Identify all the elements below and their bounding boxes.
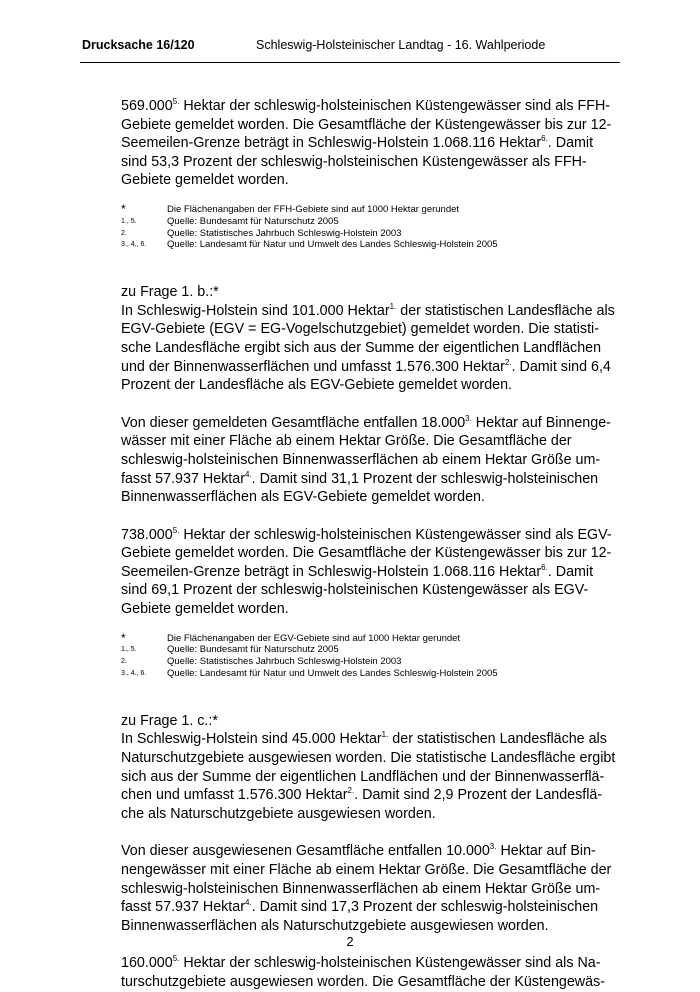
text-line: Binnenwasserflächen als Naturschutzgebiete ausgewiesen worden.: [121, 917, 549, 934]
section-heading-1c: zu Frage 1. c.:*: [121, 712, 218, 729]
page-number: 2: [346, 934, 354, 949]
text-line: sind 69,1 Prozent der schleswig-holsteinischen Küstengewässer als EGV-: [121, 582, 589, 599]
text-line: Gebiete gemeldet worden.: [121, 172, 289, 189]
paragraph-nsg-coastal: [121, 954, 626, 991]
section-heading-1b: zu Frage 1. b.:*: [121, 284, 219, 301]
text-line: chen und umfasst 1.576.300 Hektar$^{2.}$. Damit sind 2,9 Prozent der Landesflä-: [121, 786, 603, 804]
footnote: 3., 4., 6. Quelle: Landesamt für Natur und Umwelt des Landes Schleswig-Holstein 2005: [121, 668, 498, 680]
paragraph-nsg-land: [121, 730, 626, 823]
text-line: Gebiete gemeldet worden. Die Gesamtfläche der Küstengewässer bis zur 12-: [121, 116, 612, 133]
footnote: 3., 4., 6. Quelle: Landesamt für Natur und Umwelt des Landes Schleswig-Holstein 2005: [121, 239, 498, 251]
paragraph-egv-land: [121, 302, 626, 395]
footnote: 1., 5. Quelle: Bundesamt für Naturschutz 2005: [121, 215, 339, 227]
text-line: Binnenwasserflächen als EGV-Gebiete gemeldet worden.: [121, 489, 485, 506]
text-line: schleswig-holsteinischen Binnenwasserflächen ab einem Hektar Größe um-: [121, 451, 601, 468]
document-number: Drucksache 16/120: [82, 38, 195, 52]
footnote: 2. Quelle: Statistisches Jahrbuch Schleswig-Holstein 2003: [121, 227, 402, 239]
text-line: $569.000^{5.}$ Hektar der schleswig-holsteinischen Küstengewässer sind als FFH-: [121, 97, 611, 114]
text-line: In Schleswig-Holstein sind 45.000 Hektar$^{1.}$ der statistischen Landesfläche als: [121, 730, 607, 748]
footnotes-egv: [121, 630, 626, 680]
text-line: sich aus der Summe der eigentlichen Landflächen und der Binnenwasserflä-: [121, 768, 605, 785]
text-line: fasst 57.937 Hektar$^{4.}$. Damit sind 31,1 Prozent der schleswig-holsteinischen: [121, 469, 599, 487]
paragraph-ffh-coastal: [121, 97, 626, 190]
text-line: Seemeilen-Grenze beträgt in Schleswig-Holstein 1.068.116 Hektar$^{6.}$. Damit: [121, 562, 594, 580]
footnote: * Die Flächenangaben der FFH-Gebiete sind auf 1000 Hektar gerundet: [121, 201, 460, 216]
text-line: Von dieser ausgewiesenen Gesamtfläche entfallen $10.000^{3.}$ Hektar auf Bin-: [121, 842, 596, 860]
text-line: EGV-Gebiete (EGV = EG-Vogelschutzgebiet) gemeldet worden. Die statisti-: [121, 321, 599, 338]
text-line: wässer mit einer Fläche ab einem Hektar Größe. Die Gesamtfläche der: [121, 433, 572, 450]
footnotes-ffh: [121, 201, 626, 251]
text-line: $160.000^{5.}$ Hektar der schleswig-holsteinischen Küstengewässer sind als Na-: [121, 954, 601, 972]
text-line: Von dieser gemeldeten Gesamtfläche entfallen $18.000^{3.}$ Hektar auf Binnenge-: [121, 413, 611, 431]
text-line: und der Binnenwasserflächen und umfasst 1.576.300 Hektar$^{2.}$. Damit sind 6,4: [121, 357, 611, 375]
footnote: 2. Quelle: Statistisches Jahrbuch Schleswig-Holstein 2003: [121, 656, 402, 668]
footnote: * Die Flächenangaben der EGV-Gebiete sind auf 1000 Hektar gerundet: [121, 630, 461, 645]
text-line: In Schleswig-Holstein sind 101.000 Hektar$^{1.}$ der statistischen Landesfläche als: [121, 301, 615, 319]
text-line: schleswig-holsteinischen Binnenwasserflächen ab einem Hektar Größe um-: [121, 880, 601, 897]
text-line: sind 53,3 Prozent der schleswig-holsteinischen Küstengewässer als FFH-: [121, 153, 587, 170]
text-line: fasst 57.937 Hektar$^{4.}$. Damit sind 17,3 Prozent der schleswig-holsteinischen: [121, 898, 599, 916]
text-line: Prozent der Landesfläche als EGV-Gebiete gemeldet worden.: [121, 377, 513, 394]
text-line: turschutzgebiete ausgewiesen worden. Die Gesamtfläche der Küstengewäs-: [121, 973, 605, 990]
footnote: 1., 5. Quelle: Bundesamt für Naturschutz 2005: [121, 644, 339, 656]
text-line: $738.000^{5.}$ Hektar der schleswig-holsteinischen Küstengewässer sind als EGV-: [121, 525, 612, 543]
text-line: sche Landesfläche ergibt sich aus der Summe der eigentlichen Landflächen: [121, 339, 602, 356]
text-line: nengewässer mit einer Fläche ab einem Hektar Größe. Die Gesamtfläche der: [121, 862, 612, 878]
paragraph-nsg-inland-water: [121, 842, 626, 935]
text-line: Seemeilen-Grenze beträgt in Schleswig-Holstein 1.068.116 Hektar$^{6.}$. Damit: [121, 134, 594, 152]
text-line: che als Naturschutzgebiete ausgewiesen worden.: [121, 805, 436, 822]
text-line: Gebiete gemeldet worden.: [121, 601, 289, 618]
text-line: Naturschutzgebiete ausgewiesen worden. Die statistische Landesfläche ergibt: [121, 750, 616, 767]
paragraph-egv-inland-water: [121, 414, 626, 507]
document-body: [121, 97, 626, 992]
page-header: [80, 38, 620, 63]
parliament-title: Schleswig-Holsteinischer Landtag - 16. Wahlperiode: [256, 38, 546, 52]
paragraph-egv-coastal: [121, 526, 626, 619]
text-line: Gebiete gemeldet worden. Die Gesamtfläche der Küstengewässer bis zur 12-: [121, 545, 612, 562]
